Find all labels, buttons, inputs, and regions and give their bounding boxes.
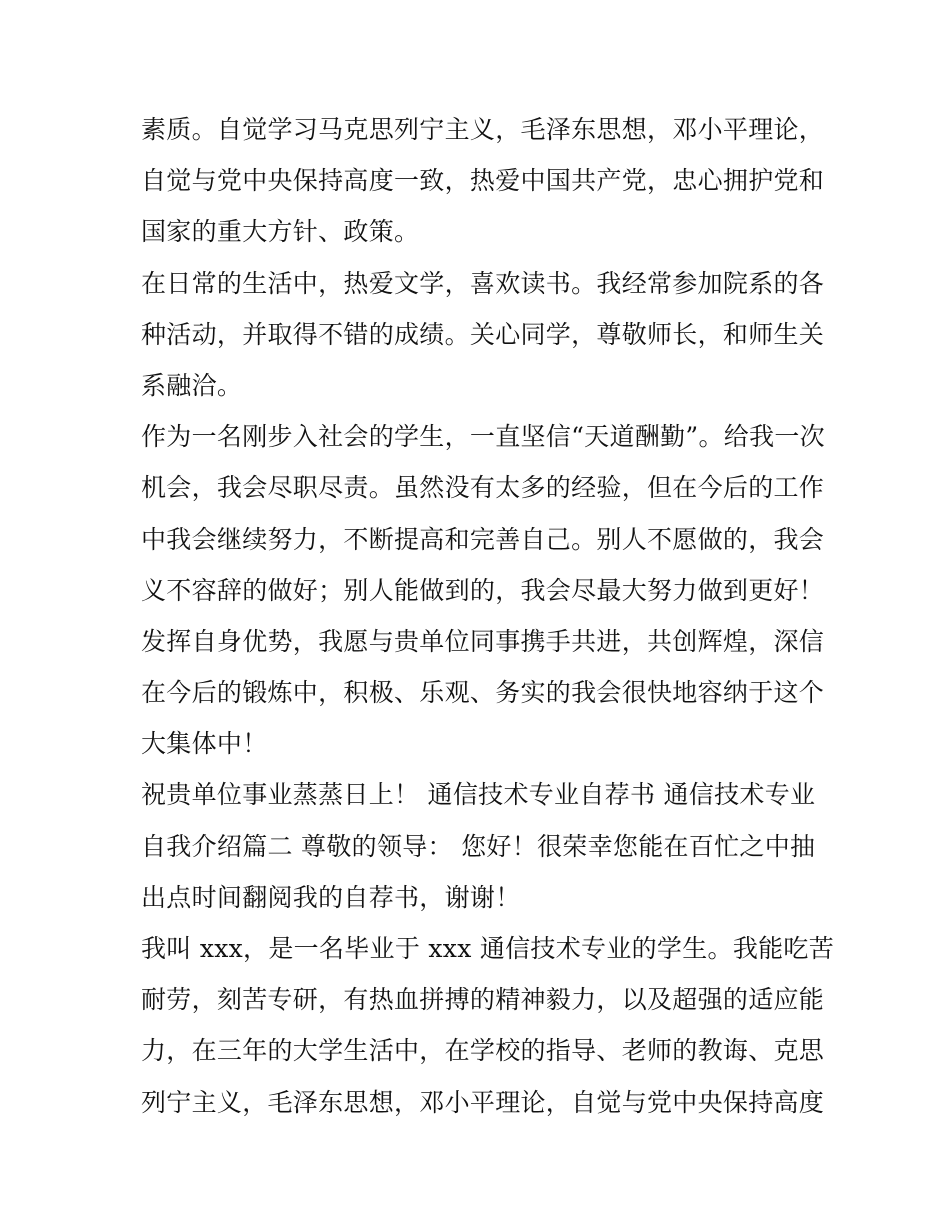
text-line: 种活动，并取得不错的成绩。关心同学，尊敬师长，和师生关 [141, 319, 825, 349]
text-line: 中我会继续努力，不断提高和完善自己。别人不愿做的，我会 [141, 524, 825, 554]
text-line: 机会，我会尽职尽责。虽然没有太多的经验，但在今后的工作 [141, 473, 825, 503]
text-line: 大集体中！ [141, 729, 268, 759]
text-line: 自我介绍篇二 尊敬的领导： 您好！很荣幸您能在百忙之中抽 [141, 831, 816, 861]
text-line: 系融洽。 [141, 370, 243, 400]
text-line: 作为一名刚步入社会的学生，一直坚信“天道酬勤”。给我一次 [141, 422, 825, 452]
text-line: 国家的重大方针、政策。 [141, 217, 420, 247]
text-line: 耐劳，刻苦专研，有热血拼搏的精神毅力，以及超强的适应能 [141, 985, 825, 1015]
text-line: 自觉与党中央保持高度一致，热爱中国共产党，忠心拥护党和 [141, 166, 825, 196]
text-line: 发挥自身优势，我愿与贵单位同事携手共进，共创辉煌，深信 [141, 626, 825, 656]
text-line: 力，在三年的大学生活中，在学校的指导、老师的教诲、克思 [141, 1036, 825, 1066]
text-line: 我叫 xxx，是一名毕业于 xxx 通信技术专业的学生。我能吃苦 [141, 934, 835, 963]
text-line: 义不容辞的做好；别人能做到的，我会尽最大努力做到更好！ [141, 575, 825, 605]
text-line: 祝贵单位事业蒸蒸日上！ 通信技术专业自荐书 通信技术专业 [141, 780, 816, 810]
text-line: 素质。自觉学习马克思列宁主义，毛泽东思想，邓小平理论， [141, 115, 825, 144]
text-line: 在日常的生活中，热爱文学，喜欢读书。我经常参加院系的各 [141, 268, 825, 298]
text-line: 列宁主义，毛泽东思想，邓小平理论，自觉与党中央保持高度 [141, 1087, 825, 1117]
document-body [141, 104, 835, 1128]
text-line: 在今后的锻炼中，积极、乐观、务实的我会很快地容纳于这个 [141, 678, 825, 708]
text-line: 出点时间翻阅我的自荐书，谢谢！ [141, 882, 521, 912]
